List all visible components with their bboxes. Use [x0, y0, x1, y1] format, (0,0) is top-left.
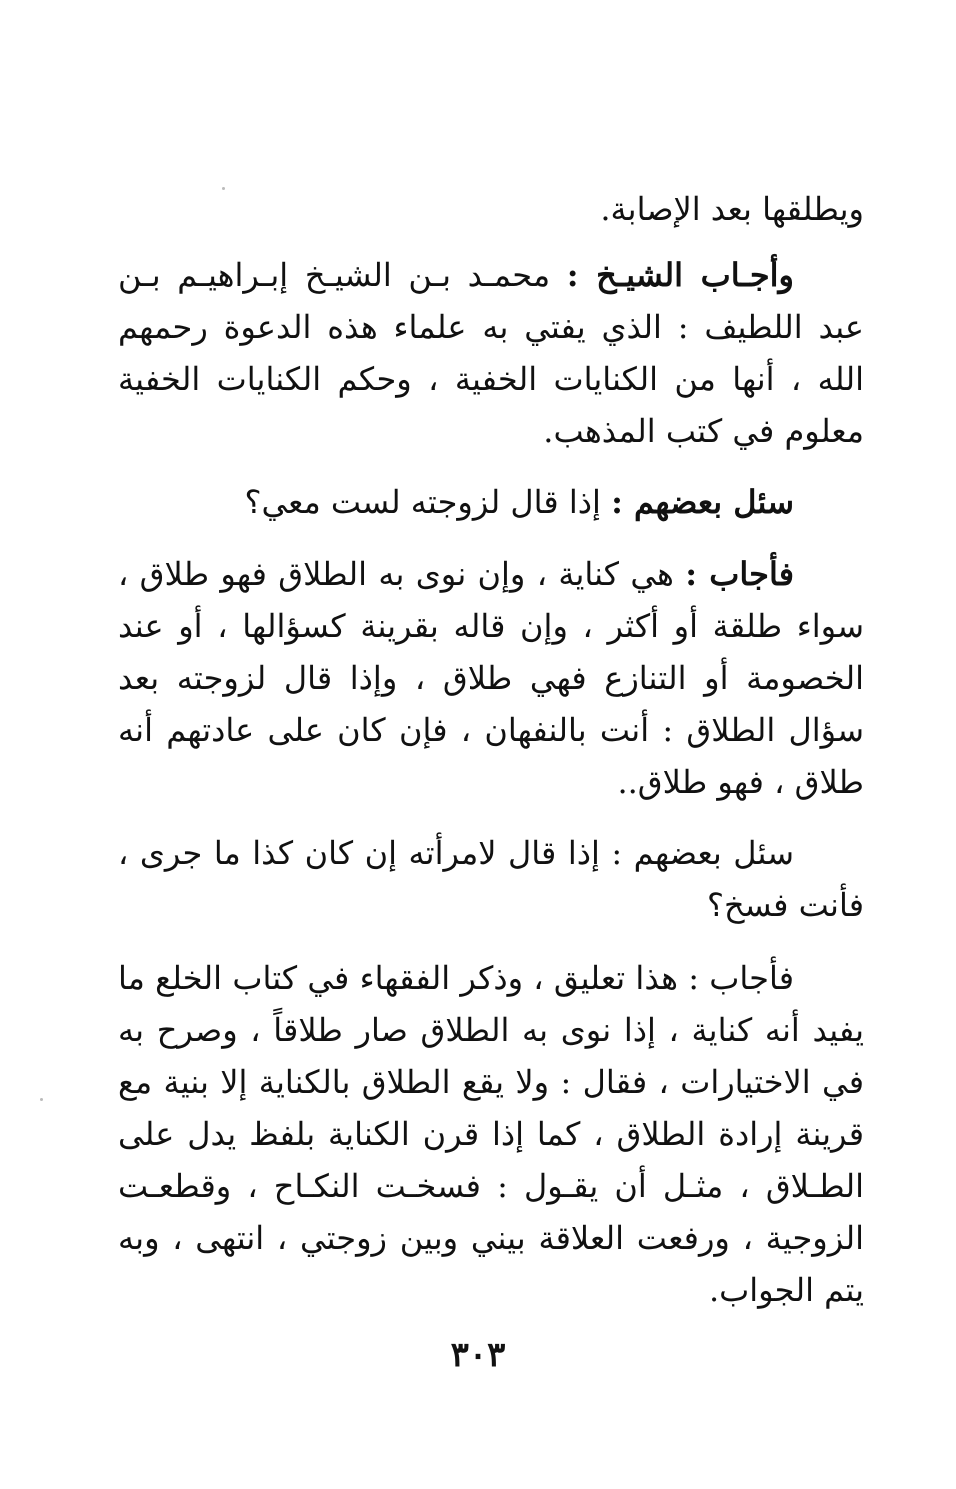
- paragraph-6-text: فأجاب : هذا تعليق ، وذكر الفقهاء في كتاب الخلع ما يفيد أنه كناية ، إذا نوى به الطلاق صار طلاقاً ، وصرح به في الاختيارات ، فقال : ولا يقع الطلاق بالكناية إلا بنية مع قرينة إرادة الطلاق ، كما إذا قرن الكناية بلفظ يدل على الطـلاق ، مثـل أن يقـول : فسخـت النكـاح ، وقطعـت الزوجية ، ورفعت العلاقة بيني وبين زوجتي ، انتهى ، وبه يتم الجواب.: [118, 959, 865, 1309]
- paragraph-1: [118, 183, 864, 235]
- paragraph-4-text: هي كناية ، وإن نوى به الطلاق فهو طلاق ، سواء طلقة أو أكثر ، وإن قاله بقرينة كسؤالها ، أو عند الخصومة أو التنازع فهي طلاق ، وإذا قال لزوجته بعد سؤال الطلاق : أنت بالنفهان ، فإن كان على عادتهم أنه طلاق ، فهو طلاق..: [118, 555, 865, 801]
- paragraph-3-lead: سئل بعضهم :: [611, 483, 794, 521]
- paragraph-3-text: إذا قال لزوجته لست معي؟: [244, 483, 612, 521]
- paper-speck: [222, 187, 225, 190]
- page-number: ٣٠٣: [450, 1335, 506, 1375]
- paragraph-5: [118, 827, 864, 931]
- paragraph-1-text: ويطلقها بعد الإصابة.: [600, 190, 864, 228]
- paragraph-2-lead: وأجـاب الشيـخ :: [566, 256, 795, 294]
- paragraph-6: [118, 952, 864, 1316]
- paragraph-5-text: سئل بعضهم : إذا قال لامرأته إن كان كذا ما جرى ، فأنت فسخ؟: [118, 834, 864, 924]
- paragraph-4: [118, 548, 864, 808]
- paragraph-3: [118, 476, 864, 528]
- paper-speck: [40, 1098, 43, 1101]
- paragraph-2-text: محمـد بـن الشيـخ إبـراهيـم بـن عبد اللطيف : الذي يفتي به علماء هذه الدعوة رحمهم الله ، أنها من الكنايات الخفية ، وحكم الكنايات الخفية معلوم في كتب المذهب.: [118, 256, 865, 450]
- paragraph-4-lead: فأجاب :: [685, 555, 794, 593]
- paragraph-2: [118, 249, 864, 457]
